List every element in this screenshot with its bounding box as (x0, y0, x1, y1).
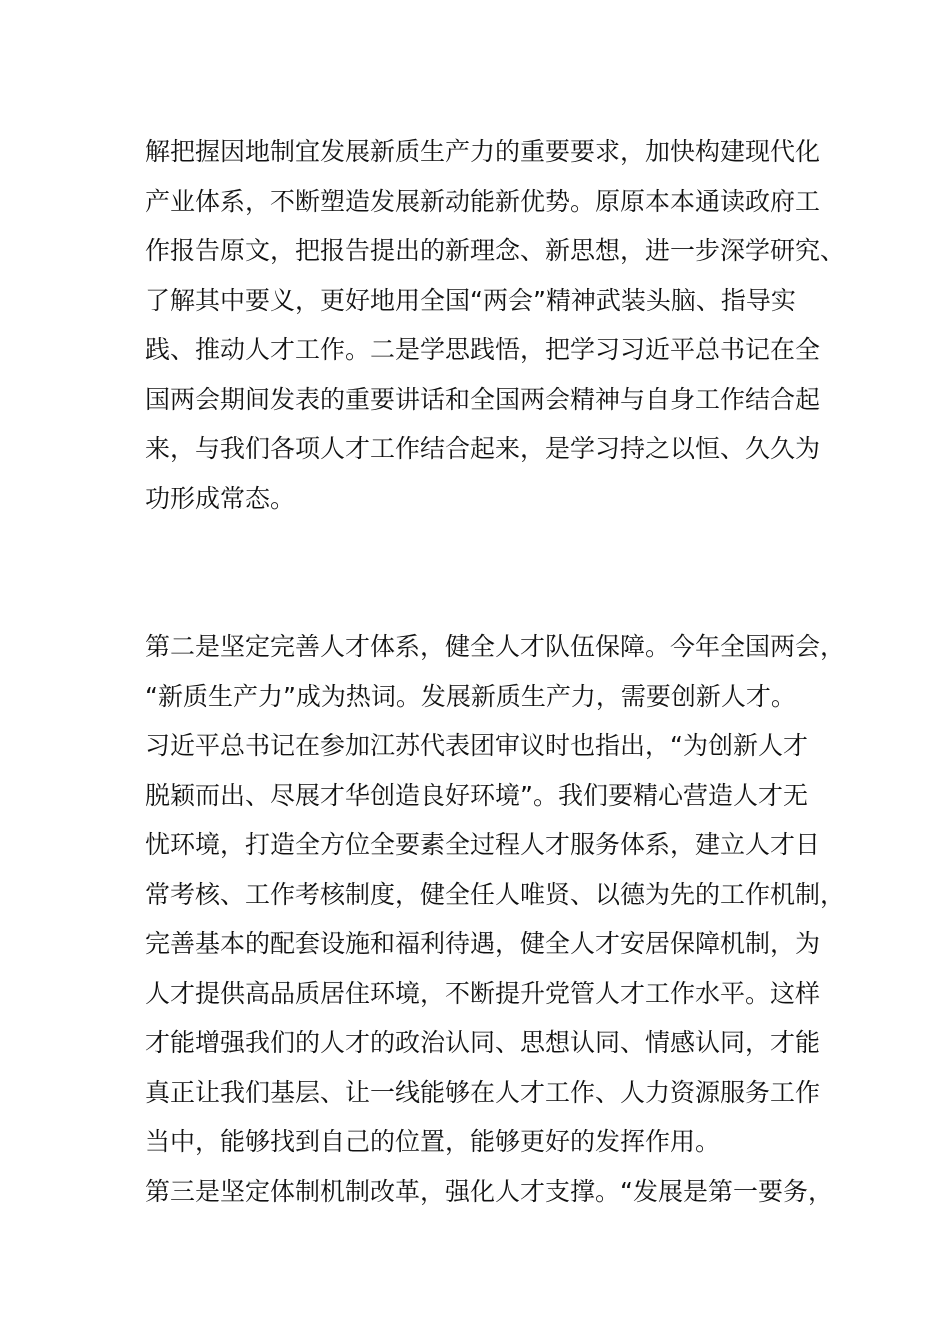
text-line: 第二是坚定完善人才体系，健全人才队伍保障。今年全国两会， (145, 632, 846, 661)
text-line: 来，与我们各项人才工作结合起来，是学习持之以恒、久久为 (145, 434, 821, 463)
text-line: 践、推动人才工作。二是学思践悟，把学习习近平总书记在全 (145, 335, 821, 364)
paragraph-3 (145, 1167, 835, 1217)
text-line: “新质生产力”成为热词。发展新质生产力，需要创新人才。 (145, 681, 796, 711)
text-line: 解把握因地制宜发展新质生产力的重要要求，加快构建现代化 (145, 137, 821, 166)
text-line: 才能增强我们的人才的政治认同、思想认同、情感认同，才能 (145, 1028, 821, 1057)
text-line: 国两会期间发表的重要讲话和全国两会精神与自身工作结合起 (145, 384, 821, 414)
text-line: 人才提供高品质居住环境，不断提升党管人才工作水平。这样 (145, 978, 821, 1008)
text-line: 功形成常态。 (145, 483, 296, 513)
text-line: 习近平总书记在参加江苏代表团审议时也指出，“为创新人才 (145, 731, 808, 760)
text-line: 忧环境，打造全方位全要素全过程人才服务体系，建立人才日 (145, 830, 821, 859)
text-line: 真正让我们基层、让一线能够在人才工作、人力资源服务工作 (145, 1077, 821, 1107)
text-line: 脱颖而出、尽展才华创造良好环境”。我们要精心营造人才无 (145, 780, 808, 810)
text-line: 产业体系，不断塑造发展新动能新优势。原原本本通读政府工 (145, 186, 821, 216)
text-line: 常考核、工作考核制度，健全任人唯贤、以德为先的工作机制， (145, 879, 846, 909)
text-line: 当中，能够找到自己的位置，能够更好的发挥作用。 (145, 1127, 721, 1156)
text-line: 了解其中要义，更好地用全国“两会”精神武装头脑、指导实 (145, 285, 796, 315)
text-line: 完善基本的配套设施和福利待遇，健全人才安居保障机制，为 (145, 929, 821, 958)
paragraph-1 (145, 127, 846, 523)
text-line: 第三是坚定体制机制改革，强化人才支撑。“发展是第一要务， (145, 1177, 833, 1206)
paragraph-2 (145, 622, 846, 1167)
text-line: 作报告原文，把报告提出的新理念、新思想，进一步深学研究、 (145, 236, 846, 265)
